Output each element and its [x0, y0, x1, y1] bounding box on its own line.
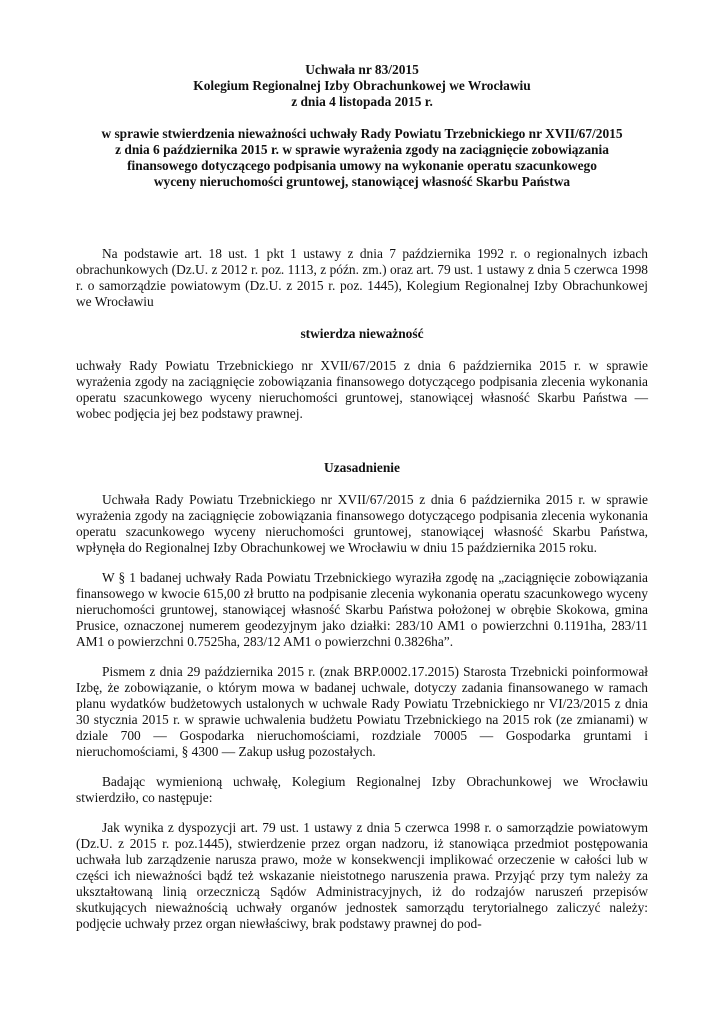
subject-line-1: w sprawie stwierdzenia nieważności uchwały Rady Powiatu Trzebnickiego nr XVII/67/2015 — [101, 126, 623, 141]
justification-paragraph: W § 1 badanej uchwały Rada Powiatu Trzebnickiego wyraziła zgodę na „zaciągnięcie zobowiązania finansowego w kwocie 615,00 zł brutto na podpisanie zlecenia wykonania operatu szacunkowego wyceny nieruchomości gruntowej, stanowiącej własność Skarbu Państwa położonej w obrębie Skokowa, gmina Prusice, oznaczonej numerem geodezyjnym jako działki: 283/10 AM1 o powierzchni 0.1191ha, 283/11 AM1 o powierzchni 0.7525ha, 283/12 AM1 o powierzchni 0.3826ha”. — [76, 570, 648, 649]
resolution-title — [76, 62, 648, 110]
justification-paragraph: Badając wymienioną uchwałę, Kolegium Regionalnej Izby Obrachunkowej we Wrocławiu stwierdziło, co następuje: — [76, 774, 648, 805]
justification-paragraph: Pismem z dnia 29 października 2015 r. (znak BRP.0002.17.2015) Starosta Trzebnicki poinformował Izbę, że zobowiązanie, o którym mowa w badanej uchwale, dotyczy zadania finansowanego w ramach planu wydatków budżetowych ustalonych w uchwale Rady Powiatu Trzebnickiego nr VI/23/2015 z dnia 30 stycznia 2015 r. w sprawie uchwalenia budżetu Powiatu Trzebnickiego na 2015 rok (ze zmianami) w dziale 700 — Gospodarka nieruchomościami, rozdziale 70005 — Gospodarka gruntami i nieruchomościami, § 4300 — Zakup usług pozostałych. — [76, 664, 648, 759]
resolution-subject — [76, 126, 648, 190]
subject-line-4: wyceny nieruchomości gruntowej, stanowiącej własność Skarbu Państwa — [153, 174, 571, 189]
justification-paragraph: Jak wynika z dyspozycji art. 79 ust. 1 ustawy z dnia 5 czerwca 1998 r. o samorządzie powiatowym (Dz.U. z 2015 r. poz.1445), stwierdzenie przez organ nadzoru, iż stanowiąca przedmiot postępowania uchwała lub zarządzenie narusza prawo, może w konsekwencji implikować orzeczenie w całości lub w części ich nieważności bądź też wskazanie nieistotnego naruszenia prawa. Przyjąć przy tym należy za ukształtowaną linią orzeczniczą Sądów Administracyjnych, iż do rodzajów naruszeń przepisów skutkujących nieważnością uchwały organów jednostek samorządu terytorialnego zaliczyć należy: podjęcie uchwały przez organ niewłaściwy, brak podstawy prawnej do pod- — [76, 820, 648, 931]
document-page — [76, 62, 648, 932]
legal-basis-paragraph: Na podstawie art. 18 ust. 1 pkt 1 ustawy z dnia 7 października 1992 r. o regionalnych izbach obrachunkowych (Dz.U. z 2012 r. poz. 1113, z późn. zm.) oraz art. 79 ust. 1 ustawy z dnia 5 czerwca 1998 r. o samorządzie powiatowym (Dz.U. z 2015 r. poz. 1445), Kolegium Regionalnej Izby Obrachunkowej we Wrocławiu — [76, 246, 648, 309]
subject-line-2: z dnia 6 października 2015 r. w sprawie wyrażenia zgody na zaciągnięcie zobowiązania — [115, 142, 609, 157]
decision-heading: stwierdza nieważność — [300, 326, 424, 341]
justification-heading: Uzasadnienie — [324, 460, 400, 475]
subject-line-3: finansowego dotyczącego podpisania umowy na wykonanie operatu szacunkowego — [127, 158, 597, 173]
issuing-body: Kolegium Regionalnej Izby Obrachunkowej we Wrocławiu — [193, 78, 531, 93]
justification-paragraph: Uchwała Rady Powiatu Trzebnickiego nr XVII/67/2015 z dnia 6 października 2015 r. w sprawie wyrażenia zgody na zaciągnięcie zobowiązania finansowego dotyczącego podpisania zlecenia wykonania operatu szacunkowego wyceny nieruchomości gruntowej, stanowiącej własność Skarbu Państwa, wpłynęła do Regionalnej Izby Obrachunkowej we Wrocławiu w dniu 15 października 2015 roku. — [76, 492, 648, 555]
resolution-number: Uchwała nr 83/2015 — [305, 62, 419, 77]
resolution-date: z dnia 4 listopada 2015 r. — [291, 94, 433, 109]
decision-paragraph: uchwały Rady Powiatu Trzebnickiego nr XVII/67/2015 z dnia 6 października 2015 r. w sprawie wyrażenia zgody na zaciągnięcie zobowiązania finansowego dotyczącego podpisania zlecenia wykonania operatu szacunkowego wyceny nieruchomości gruntowej, stanowiącej własność Skarbu Państwa — wobec podjęcia jej bez podstawy prawnej. — [76, 358, 648, 421]
